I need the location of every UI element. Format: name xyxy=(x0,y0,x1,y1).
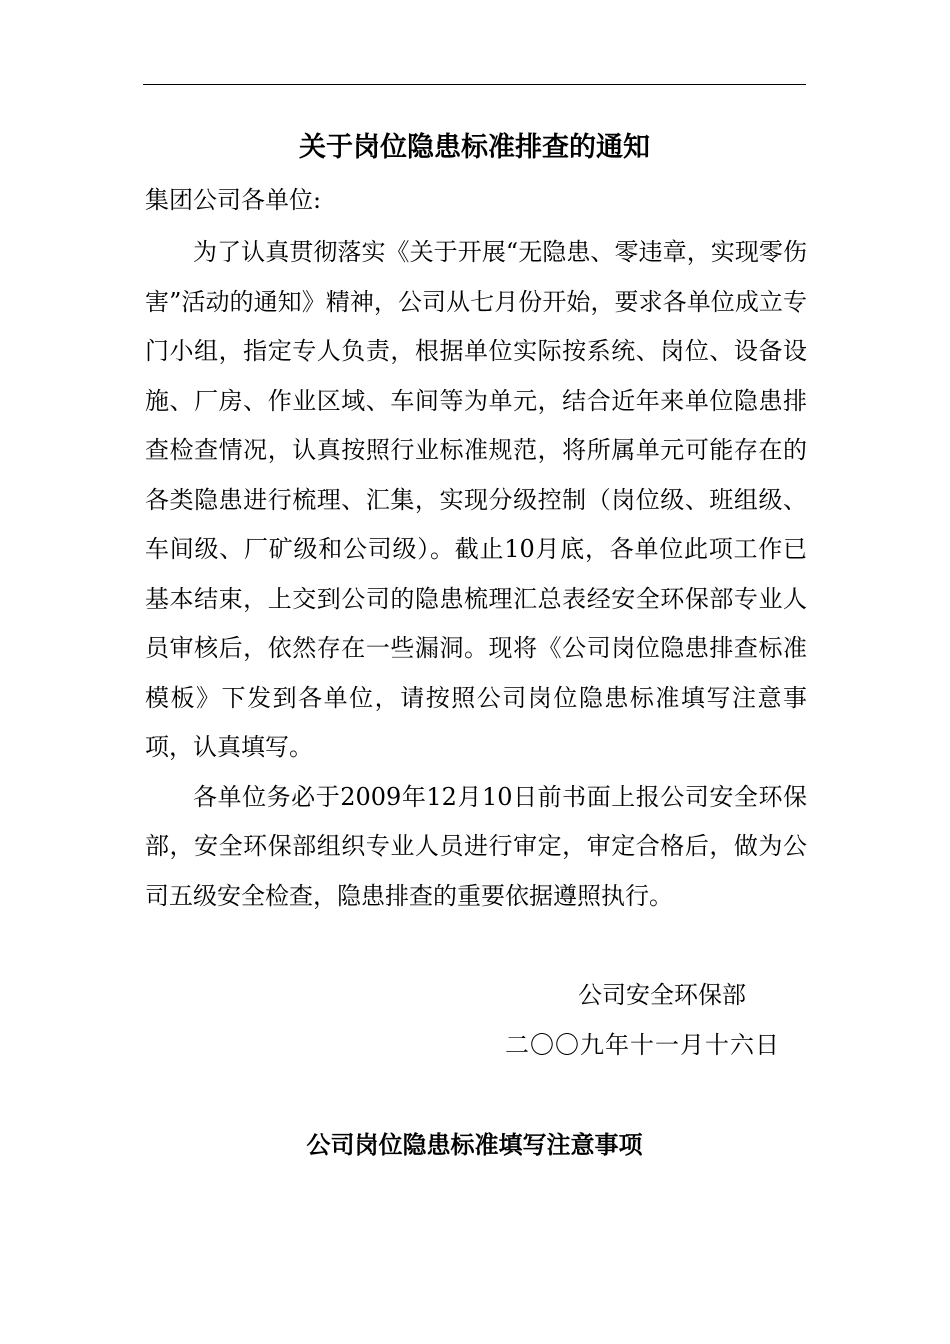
salutation: 集团公司各单位: xyxy=(145,186,322,214)
body-paragraph-2: 各单位务必于2009年12月10日前书面上报公司安全环保部，安全环保部组织专业人员进行审定，审定合格后，做为公司五级安全检查，隐患排查的重要依据遵照执行。 xyxy=(145,782,807,910)
document-title: 关于岗位隐患标准排查的通知 xyxy=(299,132,650,163)
document-body xyxy=(145,228,807,921)
body-paragraph-1: 为了认真贯彻落实《关于开展“无隐患、零违章，实现零伤害”活动的通知》精神，公司从七月份开始，要求各单位成立专门小组，指定专人负责，根据单位实际按系统、岗位、设备设施、厂房、作业区域、车间等为单元，结合近年来单位隐患排查检查情况，认真按照行业标准规范，将所属单元可能存在的各类隐患进行梳理、汇集，实现分级控制（岗位级、班组级、车间级、厂矿级和公司级）。截止10月底，各单位此项工作已基本结束，上交到公司的隐患梳理汇总表经安全环保部专业人员审核后，依然存在一些漏洞。现将《公司岗位隐患排查标准模板》下发到各单位，请按照公司岗位隐患标准填写注意事项，认真填写。 xyxy=(145,238,807,761)
section-subtitle: 公司岗位隐患标准填写注意事项 xyxy=(306,1130,643,1159)
signature-date: 二〇〇九年十一月十六日 xyxy=(505,1031,780,1059)
header-rule xyxy=(143,84,806,85)
signature-department: 公司安全环保部 xyxy=(578,981,746,1009)
